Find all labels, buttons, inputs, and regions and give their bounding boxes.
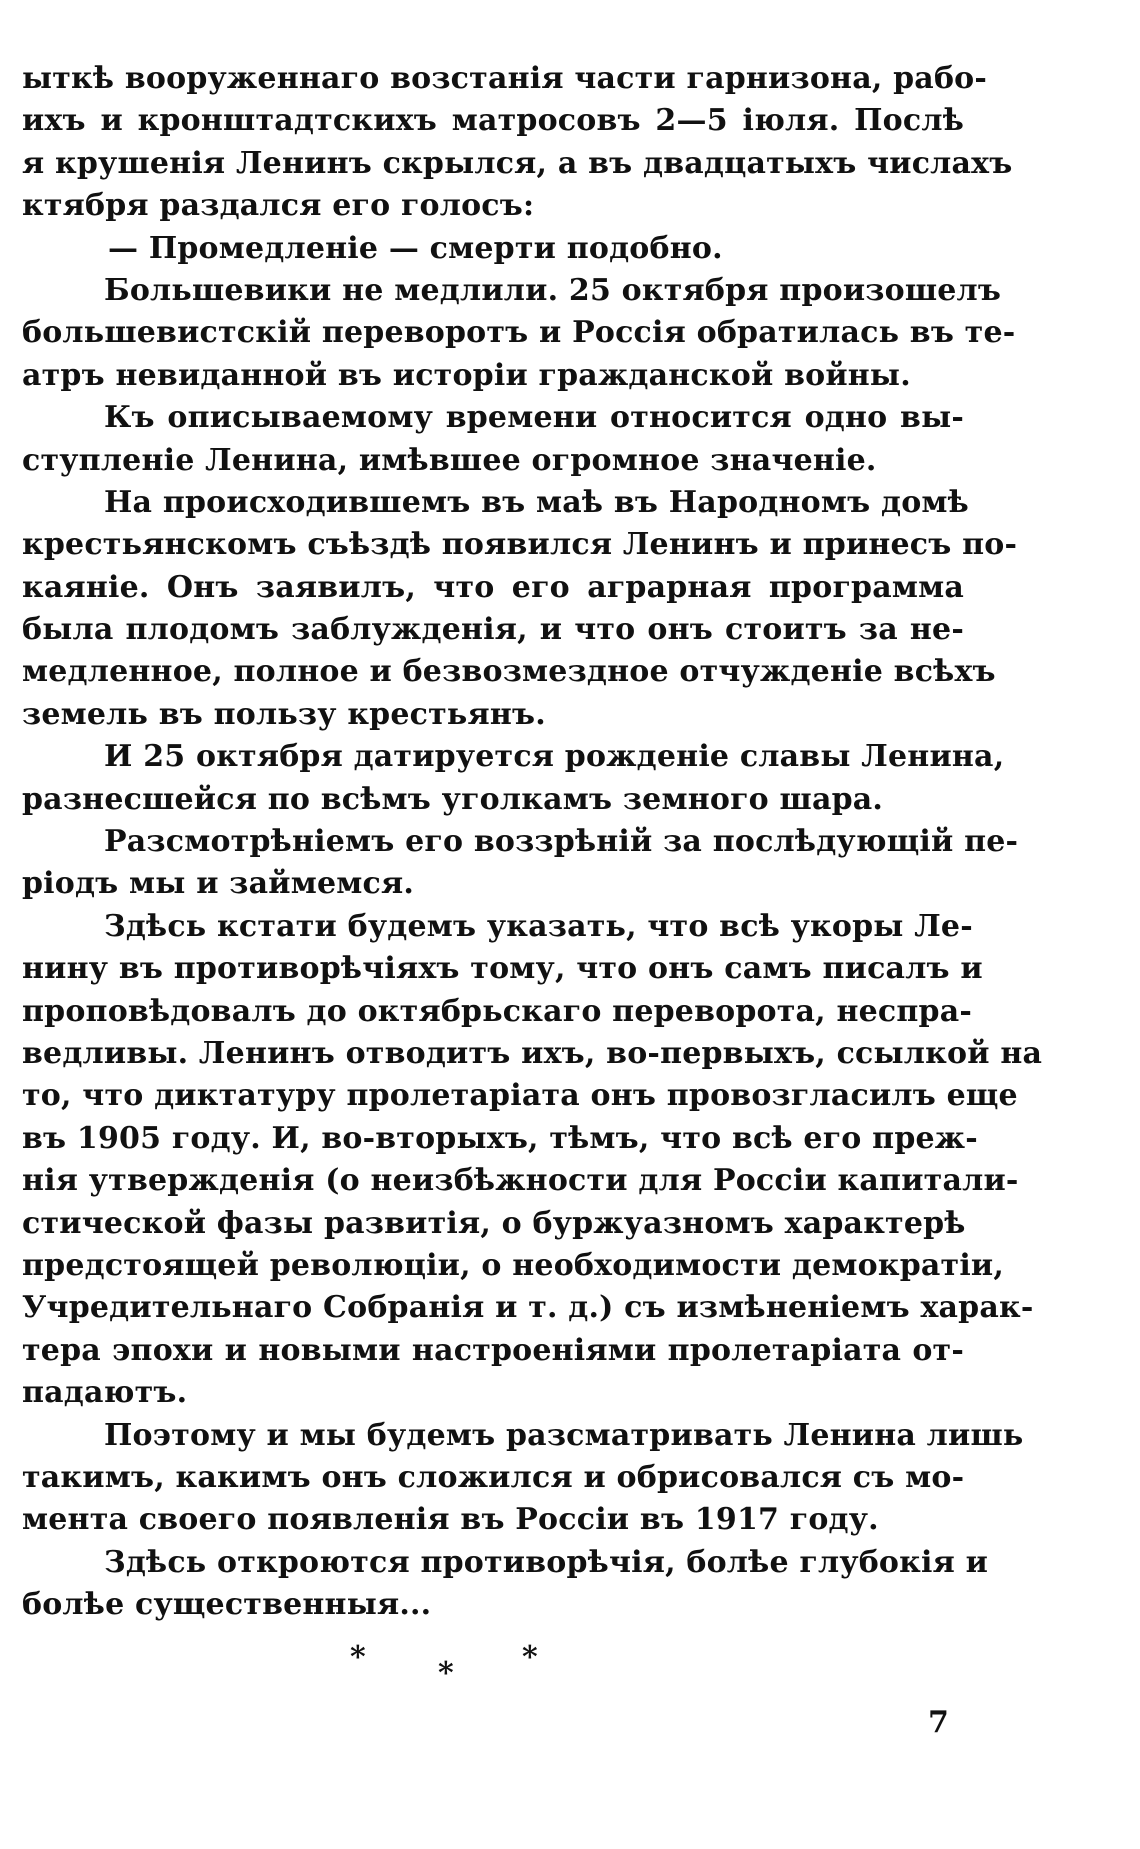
text-line: атръ невиданной въ исторіи гражданской войны. [22,357,911,393]
text-line: ріодъ мы и займемся. [22,866,415,902]
text-line: ихъ и кронштадтскихъ матросовъ 2—5 іюля. Послѣ [22,103,964,139]
text-line: я крушенія Ленинъ скрылся, а въ двадцатыхъ числахъ [22,145,1013,181]
text-line: ведливы. Ленинъ отводитъ ихъ, во-первыхъ, ссылкой на [22,1035,1043,1071]
text-line: нія утвержденія (о неизбѣжности для Россіи капитали- [22,1163,1019,1199]
text-line: каяніе. Онъ заявилъ, что его аграрная программа [22,569,964,605]
text-line: Здѣсь откроются противорѣчія, болѣе глубокія и [104,1544,989,1580]
text-line: Поэтому и мы будемъ разсматривать Ленина лишь [104,1417,1024,1453]
text-line: была плодомъ заблужденія, и что онъ стоитъ за не- [22,612,964,648]
text-line: Большевики не медлили. 25 октября произошелъ [104,272,1002,308]
text-line: болѣе существенныя... [22,1587,432,1623]
text-line: Къ описываемому времени относится одно вы- [104,400,964,436]
text-line: На происходившемъ въ маѣ въ Народномъ домѣ [104,484,969,520]
text-line: — Промедленіе — смерти подобно. [108,230,723,266]
text-line: земель въ пользу крестьянъ. [22,696,546,732]
text-line: то, что диктатуру пролетаріата онъ провозгласилъ еще [22,1078,1018,1114]
text-line: Учредительнаго Собранія и т. д.) съ измѣненіемъ харак- [22,1290,1034,1326]
text-line: предстоящей революціи, о необходимости демократіи, [22,1247,1005,1283]
text-line: ктября раздался его голосъ: [22,188,535,224]
separator-star: * [522,1640,538,1675]
section-separator [350,1640,610,1691]
text-line: крестьянскомъ съѣздѣ появился Ленинъ и принесъ по- [22,527,1018,563]
text-line: въ 1905 году. И, во-вторыхъ, тѣмъ, что всѣ его преж- [22,1120,978,1156]
text-line: нину въ противорѣчіяхъ тому, что онъ самъ писалъ и [22,951,983,987]
separator-star: * [438,1656,454,1691]
text-line: Разсмотрѣніемъ его воззрѣній за послѣдующій пе- [104,824,1019,860]
text-line: И 25 октября датируется рожденіе славы Ленина, [104,739,1005,775]
text-line: Здѣсь кстати будемъ указать, что всѣ укоры Ле- [104,908,973,944]
text-line: падаютъ. [22,1375,188,1411]
text-line: медленное, полное и безвозмездное отчужденіе всѣхъ [22,654,996,690]
page-number: 7 [928,1705,949,1740]
text-line: большевистскій переворотъ и Россія обратилась въ те- [22,315,1016,351]
text-line: проповѣдовалъ до октябрьскаго переворота, неспра- [22,993,972,1029]
text-line: разнесшейся по всѣмъ уголкамъ земного шара. [22,781,884,817]
text-line: мента своего появленія въ Россіи въ 1917 году. [22,1502,879,1538]
page-text [22,58,1043,1626]
separator-star: * [350,1640,366,1675]
text-line: ступленіе Ленина, имѣвшее огромное значеніе. [22,442,877,478]
text-line: ыткѣ вооруженнаго возстанія части гарнизона, рабо- [22,61,988,96]
text-line: тера эпохи и новыми настроеніями пролетаріата от- [22,1332,964,1368]
text-line: стической фазы развитія, о буржуазномъ характерѣ [22,1205,966,1241]
text-line: такимъ, какимъ онъ сложился и обрисовался съ мо- [22,1459,965,1495]
